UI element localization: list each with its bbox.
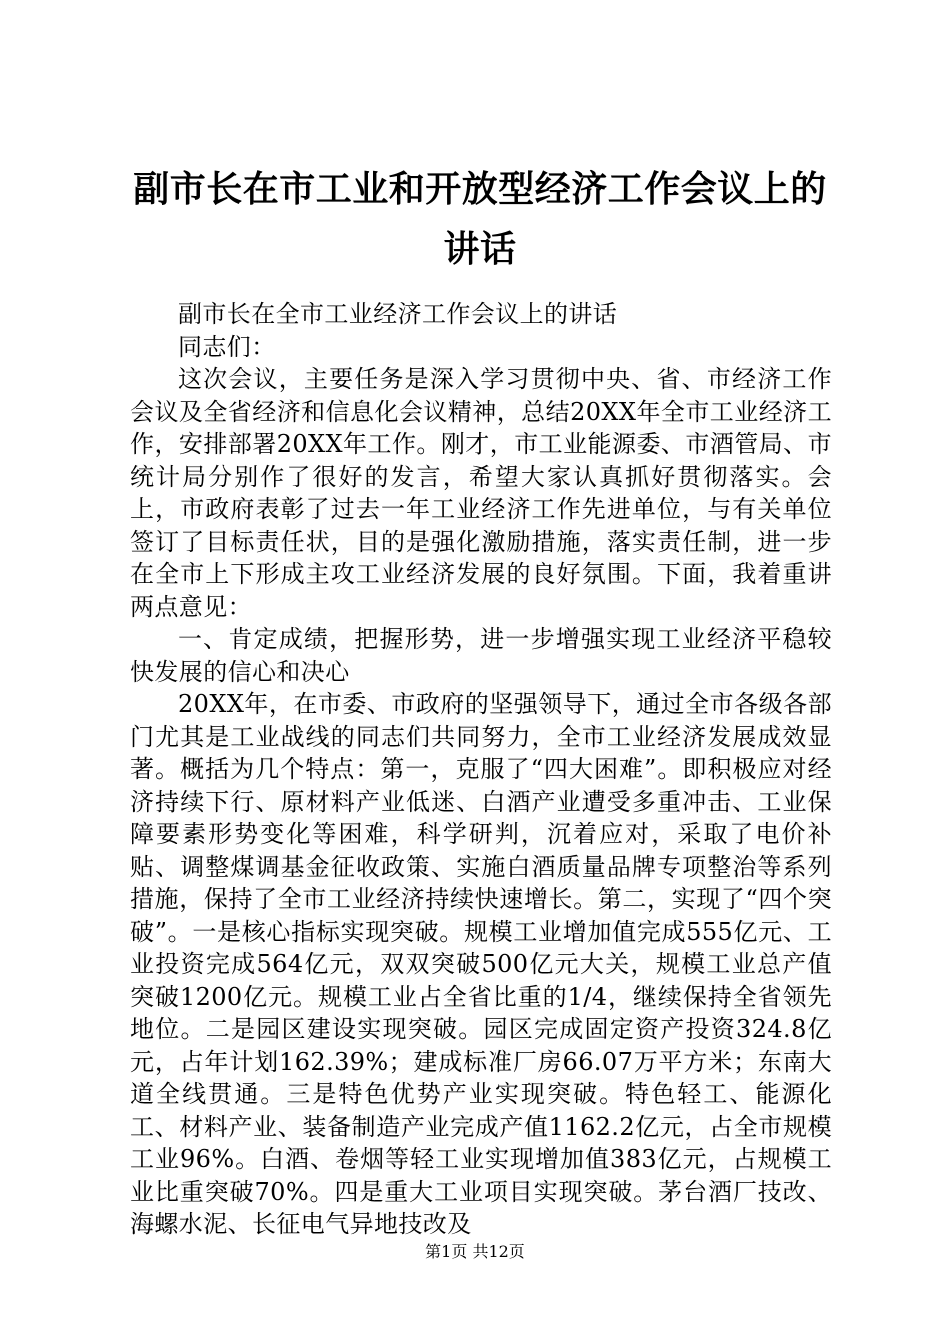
- paragraph-achievements: 20XX年，在市委、市政府的坚强领导下，通过全市各级各部门尤其是工业战线的同志们共同努力，全市工业经济发展成效显著。概括为几个特点：第一，克服了“四大困难”。即积极应对经济持续下行、原材料产业低迷、白酒产业遭受多重冲击、工业保障要素形势变化等困难，科学研判，沉着应对，采取了电价补贴、调整煤调基金征收政策、实施白酒质量品牌专项整治等系列措施，保持了全市工业经济持续快速增长。第二，实现了“四个突破”。一是核心指标实现突破。规模工业增加值完成555亿元、工业投资完成564亿元，双双突破500亿元大关，规模工业总产值突破1200亿元。规模工业占全省比重的1/4，继续保持全省领先地位。二是园区建设实现突破。园区完成固定资产投资324.8亿元，占年计划162.39%；建成标准厂房66.07万平方米；东南大道全线贯通。三是特色优势产业实现突破。特色轻工、能源化工、材料产业、装备制造产业完成产值1162.2亿元，占全市规模工业96%。白酒、卷烟等轻工业实现增加值383亿元，占规模工业比重突破70%。四是重大工业项目实现突破。茅台酒厂技改、海螺水泥、长征电气异地技改及: [130, 690, 832, 1238]
- page-footer: 第1页 共12页: [425, 1242, 525, 1261]
- section-heading-1: 一、肯定成绩，把握形势，进一步增强实现工业经济平稳较快发展的信心和决心: [130, 625, 832, 686]
- document-body: [130, 298, 832, 1241]
- paragraph-intro: 这次会议，主要任务是深入学习贯彻中央、省、市经济工作会议及全省经济和信息化会议精神，总结20XX年全市工业经济工作，安排部署20XX年工作。刚才，市工业能源委、市酒管局、市统计局分别作了很好的发言，希望大家认真抓好贯彻落实。会上，市政府表彰了过去一年工业经济工作先进单位，与有关单位签订了目标责任状，目的是强化激励措施，落实责任制，进一步在全市上下形成主攻工业经济发展的良好氛围。下面，我着重讲两点意见：: [130, 365, 832, 621]
- salutation-line: 同志们：: [178, 332, 276, 361]
- subtitle-line: 副市长在全市工业经济工作会议上的讲话: [178, 300, 618, 328]
- document-title: 副市长在市工业和开放型经济工作会议上的讲话: [133, 169, 827, 270]
